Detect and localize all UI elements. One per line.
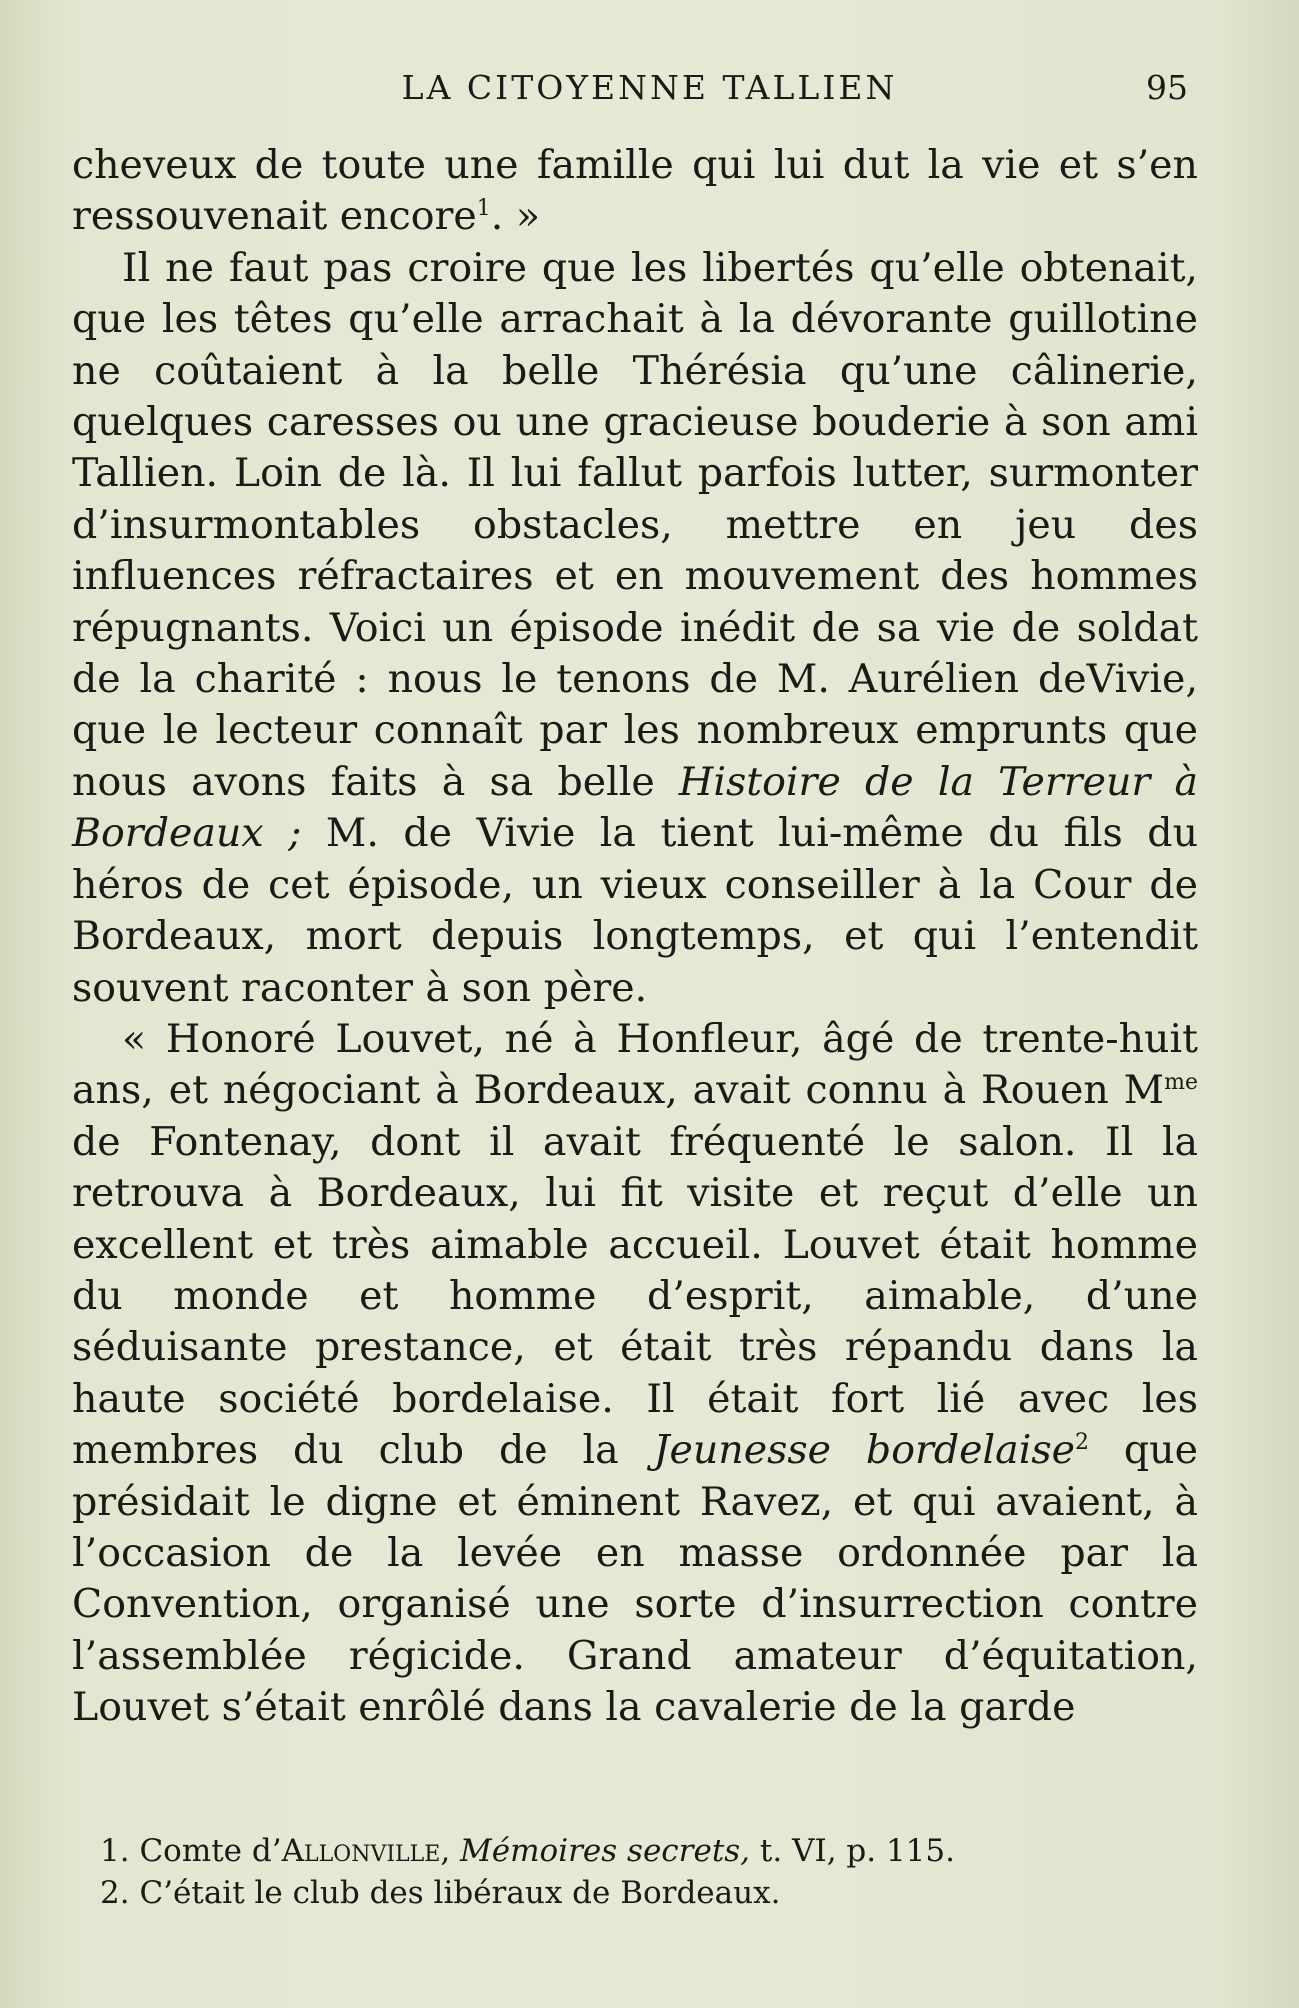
page-number: 95 [1146,68,1188,107]
paragraph-2-text-b: M. de Vivie la tient lui-même du fils du héros de cet épisode, un vieux conseiller à la Cour de Bordeaux, mort depuis longtemps, et qui l’entendit souvent raconter à son père. [72,810,1199,1011]
footnote-1 [100,1830,1160,1872]
mme-superscript: me [1164,1070,1198,1096]
paragraph-3-text-a: « Honoré Louvet, né à Honfleur, âgé de trente-huit ans, et négociant à Bordeaux, avait connu à Rouen M [72,1015,1198,1114]
body-text [72,140,1198,1734]
footnote-2 [100,1872,1160,1914]
footnote-1-work: Mémoires secrets, [460,1833,751,1869]
footnote-2-text: C’était le club des libéraux de Bordeaux. [139,1875,781,1911]
footnote-2-number: 2. [100,1875,130,1911]
footnote-1-rest: t. VI, p. 115. [750,1833,955,1869]
footnote-1-author-prefix: Comte d’ [139,1833,282,1869]
footnotes [100,1830,1160,1914]
paragraph-2 [72,243,1198,1014]
paragraph-3-text-c: que présidait le digne et éminent Ravez, et qui avaient, à l’occasion de la levée en masse ordonnée par la Convention, organisé une sorte d’insurrection contre l’assemblée régicide. Grand amateur d’équitation, Louvet s’était enrôlé dans la cavalerie de la garde [72,1427,1198,1731]
footnote-1-separator: , [440,1833,461,1869]
footnote-ref-2: 2 [1075,1430,1089,1456]
club-name: Jeunesse bordelaise [653,1427,1075,1474]
paragraph-3-text-b: de Fontenay, dont il avait fréquenté le salon. Il la retrouva à Bordeaux, lui fit visite et reçut d’elle un excellent et très aimable accueil. Louvet était homme du monde et homme d’esprit, aimable, d’une séduisante prestance, et était très répandu dans la haute société bordelaise. Il était fort lié avec les membres du club de la [72,1118,1198,1474]
paragraph-3 [72,1014,1198,1734]
book-title: Histoire de la Terreur à Bordeaux ; [72,758,1198,857]
paragraph-2-text-a: Il ne faut pas croire que les libertés qu’elle obtenait, que les têtes qu’elle arrachait à la dévorante guillotine ne coûtaient à la belle Thérésia qu’une câlinerie, quelques caresses ou une gracieuse bouderie à son ami Tallien. Loin de là. Il lui fallut parfois lutter, surmonter d’insurmontables obstacles, mettre en jeu des influences réfractaires et en mouvement des hommes répugnants. Voici un épisode inédit de sa vie de soldat de la charité : nous le tenons de M. Aurélien deVivie, que le lecteur connaît par les nombreux emprunts que nous avons faits à sa belle [72,244,1198,805]
footnote-ref-1: 1 [476,196,491,222]
paragraph-1-text: cheveux de toute une famille qui lui dut la vie et s’en ressouvenait encore [72,142,1198,240]
page-header [0,66,1299,110]
running-title: LA CITOYENNE TALLIEN [401,68,898,107]
footnote-1-number: 1. [100,1833,130,1869]
paragraph-1 [72,140,1198,243]
footnote-1-author: Allonville [281,1833,441,1869]
paragraph-1-end: . » [490,193,541,240]
